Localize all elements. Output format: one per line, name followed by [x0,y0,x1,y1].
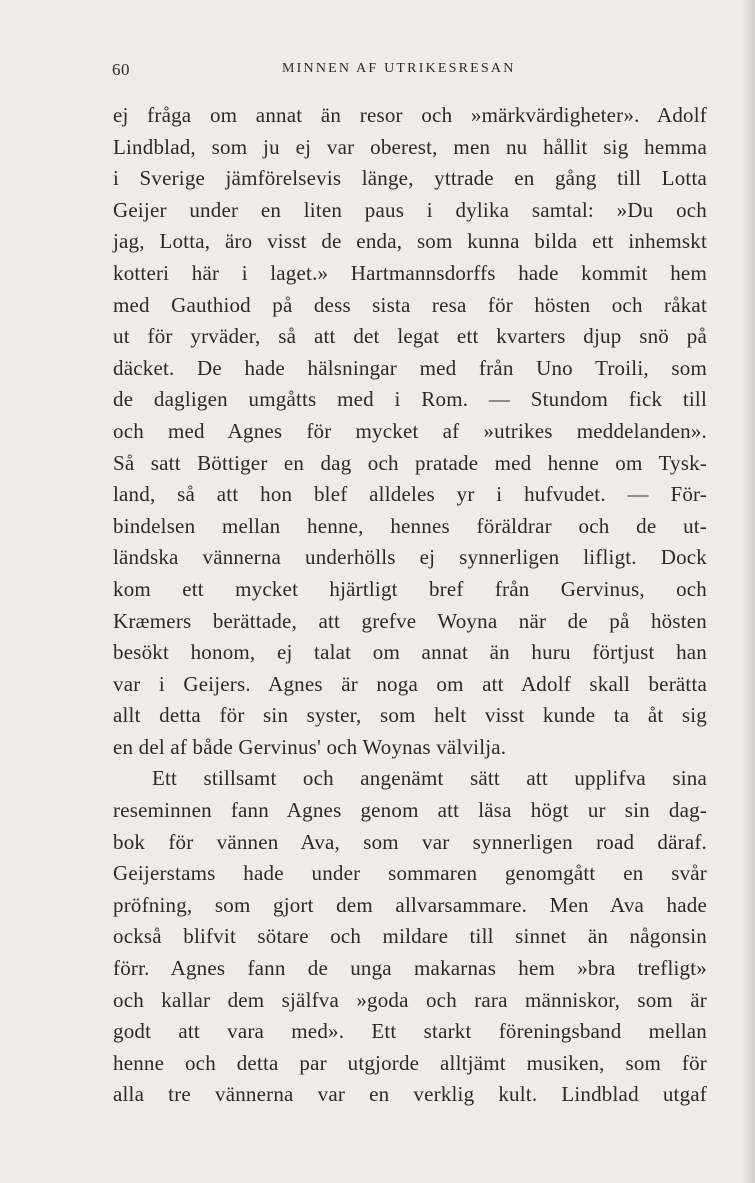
text-line: kom ett mycket hjärtligt bref från Gervinus, och [113,576,707,601]
text-line: var i Geijers. Agnes är noga om att Adolf skall berätta [113,671,707,696]
text-line: kotteri här i laget.» Hartmannsdorffs hade kommit hem [113,260,707,285]
text-line: de dagligen umgåtts med i Rom. — Stundom fick till [113,387,707,412]
text-line: och kallar dem själfva »goda och rara människor, som är [113,987,707,1012]
text-line: med Gauthiod på dess sista resa för hösten och råkat [113,292,707,317]
text-line: ej fråga om annat än resor och »märkvärdigheter». Adolf [113,103,707,127]
text-line: också blifvit sötare och mildare till sinnet än någonsin [113,924,707,949]
text-line: bok för vännen Ava, som var synnerligen road däraf. [113,829,707,854]
page-number: 60 [112,60,130,79]
text-line: ut för yrväder, så att det legat ett kvarters djup snö på [113,324,707,349]
text-line: pröfning, som gjort dem allvarsammare. Men Ava hade [113,892,707,917]
text-line: alla tre vännerna var en verklig kult. Lindblad utgaf [113,1082,707,1107]
text-line: i Sverige jämförelsevis länge, yttrade en gång till Lotta [113,166,707,191]
text-line: däcket. De hade hälsningar med från Uno Troili, som [113,355,707,380]
running-head: MINNEN AF UTRIKESRESAN [282,61,516,76]
text-line: besökt honom, ej talat om annat än huru förtjust han [113,640,707,665]
text-line: ländska vännerna underhölls ej synnerligen lifligt. Dock [113,545,707,570]
text-line: och med Agnes för mycket af »utrikes meddelanden». [113,418,707,443]
text-line: Lindblad, som ju ej var oberest, men nu hållit sig hemma [113,134,707,159]
text-line: bindelsen mellan henne, hennes föräldrar och de ut- [113,513,707,538]
text-line: allt detta för sin syster, som helt visst kunde ta åt sig [113,703,707,728]
text-line: Kræmers berättade, att grefve Woyna när de på hösten [113,608,707,633]
text-line: reseminnen fann Agnes genom att läsa högt ur sin dag- [113,798,707,823]
text-line: land, så att hon blef alldeles yr i hufvudet. — För- [113,482,707,507]
paragraph-start-line: Ett stillsamt och angenämt sätt att upplifva sina [152,766,707,791]
text-line: Så satt Böttiger en dag och pratade med henne om Tysk- [113,450,707,475]
text-line: jag, Lotta, äro visst de enda, som kunna bilda ett inhemskt [113,229,707,254]
text-line: förr. Agnes fann de unga makarnas hem »bra trefligt» [113,956,707,981]
page-edge-shadow [741,0,755,1183]
text-line: godt att vara med». Ett starkt föreningsband mellan [113,1019,707,1044]
body-text [113,100,707,1111]
page-header [112,60,712,84]
paragraph-end-line: en del af både Gervinus' och Woynas välvilja. [113,734,507,759]
text-line: henne och detta par utgjorde alltjämt musiken, som för [113,1050,707,1075]
text-line: Geijerstams hade under sommaren genomgått en svår [113,861,707,886]
text-line: Geijer under en liten paus i dylika samtal: »Du och [113,197,707,222]
